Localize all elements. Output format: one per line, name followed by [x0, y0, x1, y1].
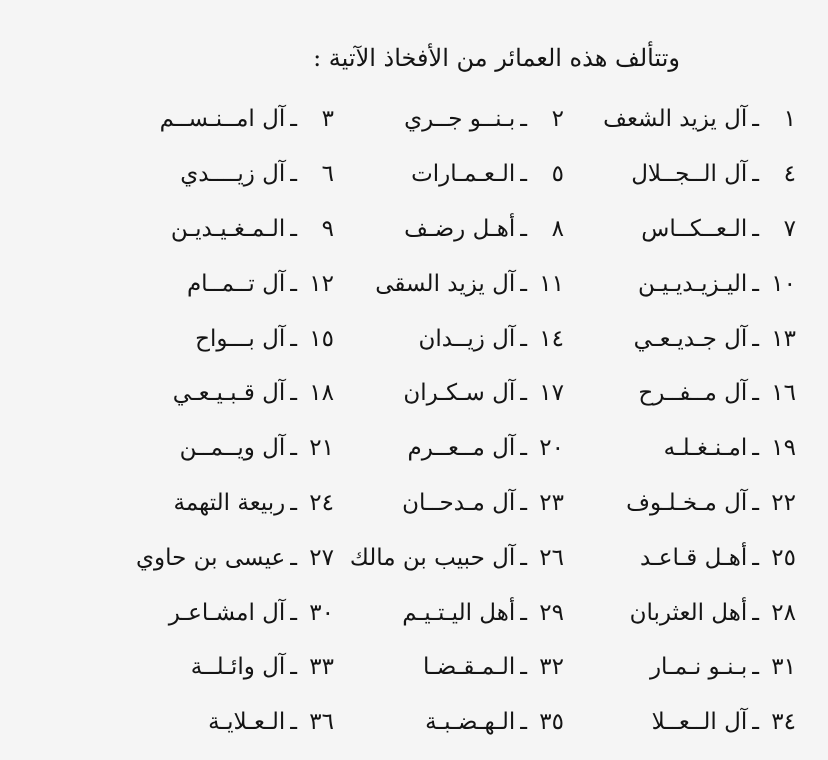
item-separator: ـ	[520, 325, 527, 352]
item-name: آل الــجــلال	[631, 161, 748, 188]
item-number: ٣٢	[539, 654, 564, 681]
item-separator: ـ	[752, 709, 759, 736]
item-name: اليـزيـديـيـن	[637, 270, 748, 297]
item-name: الـعـلايـة	[208, 709, 286, 736]
item-separator: ـ	[290, 106, 297, 133]
item-name: الـهـضـبـة	[425, 709, 516, 736]
item-number: ٣٥	[539, 709, 564, 736]
item-separator: ـ	[520, 654, 527, 681]
list-item	[334, 106, 564, 132]
item-name: بـنــو جــري	[404, 106, 516, 133]
list-item	[334, 435, 564, 461]
list-item	[564, 545, 796, 571]
item-number: ٢٦	[539, 544, 564, 571]
item-separator: ـ	[520, 544, 527, 571]
list-item	[564, 271, 796, 297]
item-separator: ـ	[290, 544, 297, 571]
item-name: ربيعة التهمة	[173, 489, 286, 516]
item-number: ١١	[539, 270, 564, 297]
list-item	[564, 106, 796, 132]
item-name: آل مـخـلـوف	[626, 489, 748, 516]
item-name: بـنـو نـمـار	[649, 654, 748, 681]
item-separator: ـ	[520, 709, 527, 736]
list-item	[334, 490, 564, 516]
item-name: آل ويــمــن	[179, 435, 286, 462]
item-name: آل مـدحــان	[402, 489, 516, 516]
item-number: ١٦	[771, 380, 796, 407]
list-item	[564, 709, 796, 735]
item-number: ٢٠	[539, 435, 564, 462]
item-number: ١٢	[309, 270, 334, 297]
item-name: آل وائـلــة	[190, 654, 286, 681]
item-name: آل تــمــام	[186, 270, 286, 297]
item-name: أهـل قـاعـد	[639, 544, 748, 571]
item-number: ٢١	[309, 435, 334, 462]
item-separator: ـ	[752, 380, 759, 407]
item-name: آل جـديـعـي	[633, 325, 748, 352]
item-number: ١٣	[771, 325, 796, 352]
item-separator: ـ	[290, 380, 297, 407]
list-row	[40, 202, 796, 257]
item-separator: ـ	[520, 106, 527, 133]
list-item	[40, 106, 334, 132]
list-item	[40, 435, 334, 461]
item-name: آل مــعــرم	[407, 435, 516, 462]
item-separator: ـ	[520, 215, 527, 242]
item-separator: ـ	[520, 489, 527, 516]
item-separator: ـ	[752, 435, 759, 462]
list-row	[40, 530, 796, 585]
list-row	[40, 585, 796, 640]
item-separator: ـ	[290, 599, 297, 626]
list-item	[564, 600, 796, 626]
list-item	[40, 380, 334, 406]
list-item	[40, 709, 334, 735]
item-number: ١٩	[771, 435, 796, 462]
item-separator: ـ	[752, 325, 759, 352]
section-heading: وتتألف هذه العمائر من الأفخاذ الآتية :	[313, 44, 680, 72]
item-name: أهـل رضـف	[404, 215, 516, 242]
list-item	[564, 490, 796, 516]
item-number: ١٤	[539, 325, 564, 352]
list-item	[564, 380, 796, 406]
item-number: ٨	[551, 215, 564, 242]
item-separator: ـ	[290, 270, 297, 297]
list-row	[40, 695, 796, 750]
item-name: آل الــعــلا	[651, 709, 748, 736]
item-name: الـعــكــاس	[641, 215, 748, 242]
list-item	[334, 654, 564, 680]
list-row	[40, 311, 796, 366]
item-number: ٣١	[771, 654, 796, 681]
item-separator: ـ	[290, 435, 297, 462]
list-item	[564, 435, 796, 461]
item-separator: ـ	[752, 270, 759, 297]
item-separator: ـ	[290, 325, 297, 352]
list-row	[40, 366, 796, 421]
list-item	[334, 326, 564, 352]
list-item	[564, 326, 796, 352]
item-number: ٢٩	[539, 599, 564, 626]
item-number: ٣٦	[309, 709, 334, 736]
list-item	[40, 326, 334, 352]
list-item	[564, 654, 796, 680]
item-number: ٢٥	[771, 544, 796, 571]
item-number: ٧	[783, 215, 796, 242]
list-row	[40, 476, 796, 531]
list-item	[334, 600, 564, 626]
item-name: آل يزيد الشعف	[603, 106, 748, 133]
item-number: ٩	[321, 215, 334, 242]
item-number: ٢	[551, 106, 564, 133]
item-name: آل مــفــرح	[638, 380, 748, 407]
item-number: ٢٢	[771, 489, 796, 516]
item-separator: ـ	[752, 544, 759, 571]
list-row	[40, 147, 796, 202]
item-number: ١٧	[539, 380, 564, 407]
clan-list-grid	[40, 92, 796, 750]
item-number: ٣٤	[771, 709, 796, 736]
item-number: ٢٣	[539, 489, 564, 516]
item-name: آل سـكـران	[403, 380, 516, 407]
item-number: ٢٤	[309, 489, 334, 516]
list-item	[40, 216, 334, 242]
item-number: ١٠	[771, 270, 796, 297]
item-number: ٢٨	[771, 599, 796, 626]
list-item	[564, 161, 796, 187]
item-separator: ـ	[752, 599, 759, 626]
list-item	[40, 654, 334, 680]
item-number: ٤	[783, 161, 796, 188]
item-number: ٥	[551, 161, 564, 188]
item-separator: ـ	[290, 489, 297, 516]
item-name: آل زيــدان	[418, 325, 516, 352]
item-separator: ـ	[752, 161, 759, 188]
list-item	[334, 216, 564, 242]
list-item	[334, 271, 564, 297]
item-separator: ـ	[520, 435, 527, 462]
item-name: آل يزيد السقى	[375, 270, 516, 297]
list-item	[40, 161, 334, 187]
item-separator: ـ	[290, 161, 297, 188]
item-separator: ـ	[752, 215, 759, 242]
item-name: آل امــنـســم	[159, 106, 286, 133]
list-item	[40, 490, 334, 516]
item-separator: ـ	[520, 599, 527, 626]
item-number: ١٥	[309, 325, 334, 352]
item-separator: ـ	[520, 270, 527, 297]
list-item	[334, 545, 564, 571]
item-separator: ـ	[752, 106, 759, 133]
item-number: ٣	[321, 106, 334, 133]
item-name: الـمـغـيـديـن	[170, 215, 286, 242]
item-number: ٢٧	[309, 544, 334, 571]
list-row	[40, 256, 796, 311]
item-name: عيسى بن حاوي	[136, 544, 286, 571]
list-item	[334, 161, 564, 187]
item-separator: ـ	[520, 380, 527, 407]
item-name: أهل اليـتـيـم	[402, 599, 516, 626]
item-name: امـنـغـلـه	[663, 435, 748, 462]
item-name: آل حبيب بن مالك	[349, 544, 516, 571]
item-name: الـمـقـضـا	[423, 654, 516, 681]
item-separator: ـ	[290, 215, 297, 242]
item-name: آل زيــــدي	[180, 161, 286, 188]
list-item	[40, 600, 334, 626]
item-separator: ـ	[520, 161, 527, 188]
list-item	[334, 709, 564, 735]
item-separator: ـ	[752, 489, 759, 516]
item-separator: ـ	[290, 654, 297, 681]
item-name: الـعـمـارات	[411, 161, 516, 188]
item-number: ٣٣	[309, 654, 334, 681]
list-row	[40, 92, 796, 147]
list-item	[334, 380, 564, 406]
item-number: ١	[783, 106, 796, 133]
list-item	[564, 216, 796, 242]
item-number: ١٨	[309, 380, 334, 407]
list-row	[40, 640, 796, 695]
item-number: ٣٠	[309, 599, 334, 626]
item-separator: ـ	[290, 709, 297, 736]
item-number: ٦	[321, 161, 334, 188]
item-name: آل امشـاعـر	[168, 599, 286, 626]
item-name: آل قـبـيـعـي	[172, 380, 286, 407]
item-name: آل بـــواح	[195, 325, 286, 352]
list-row	[40, 421, 796, 476]
list-item	[40, 271, 334, 297]
item-separator: ـ	[752, 654, 759, 681]
list-item	[40, 545, 334, 571]
item-name: أهل العثربان	[629, 599, 748, 626]
